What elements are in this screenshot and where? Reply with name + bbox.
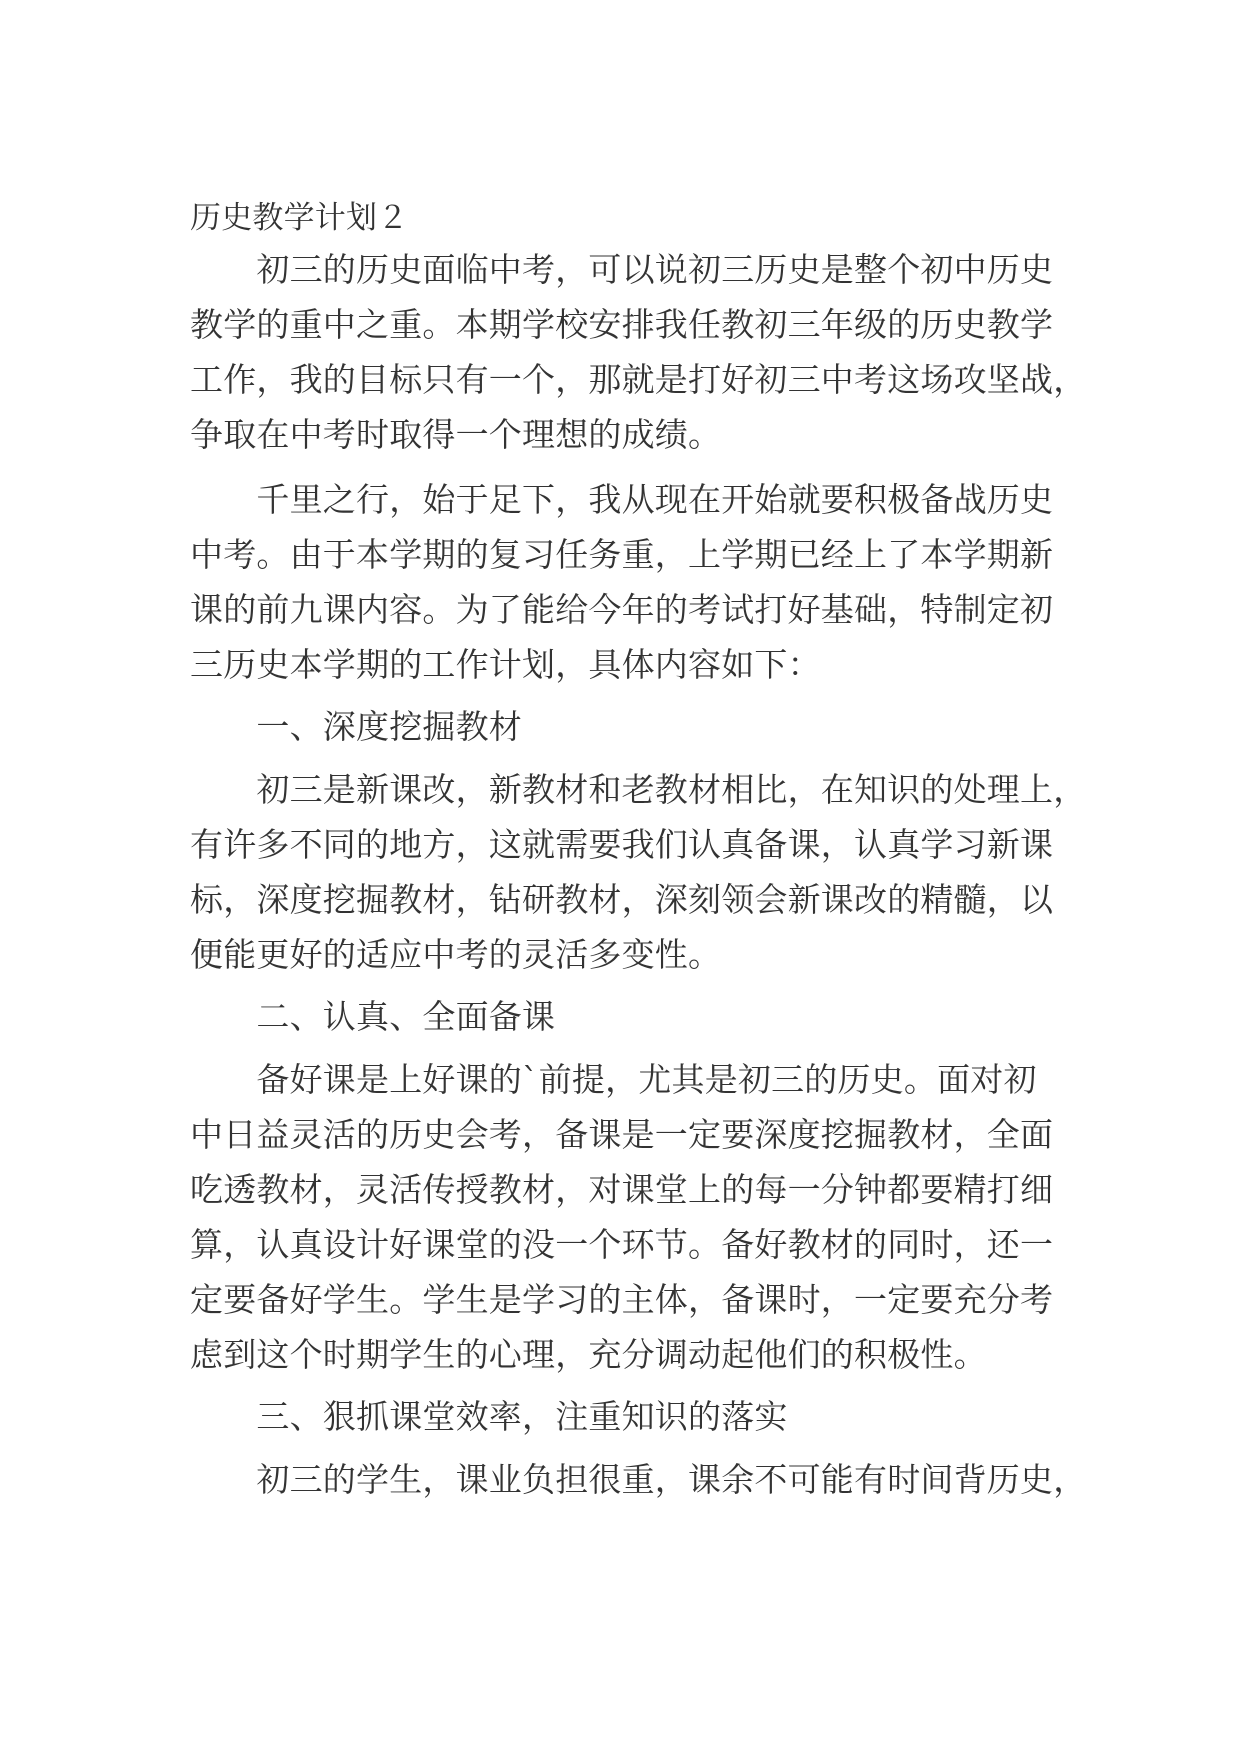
paragraph-line: 工作，我的目标只有一个，那就是打好初三中考这场攻坚战， [190,360,1087,399]
paragraph-line: 三历史本学期的工作计划，具体内容如下： [190,645,821,684]
paragraph-line: 中日益灵活的历史会考，备课是一定要深度挖掘教材，全面 [190,1115,1054,1154]
paragraph-line: 初三的历史面临中考，可以说初三历史是整个初中历史 [190,250,1054,289]
paragraph-line: 算，认真设计好课堂的没一个环节。备好教材的同时，还一 [190,1225,1054,1264]
paragraph-line: 争取在中考时取得一个理想的成绩。 [190,415,722,454]
paragraph-line: 千里之行，始于足下，我从现在开始就要积极备战历史 [190,480,1054,519]
section-heading: 一、深度挖掘教材 [190,707,522,746]
section-heading: 二、认真、全面备课 [190,997,556,1036]
paragraph-line: 教学的重中之重。本期学校安排我任教初三年级的历史教学 [190,305,1054,344]
section-heading: 三、狠抓课堂效率，注重知识的落实 [190,1397,788,1436]
document-title: 历史教学计划２ [190,200,409,236]
paragraph-line: 有许多不同的地方，这就需要我们认真备课，认真学习新课 [190,825,1054,864]
paragraph-line: 初三是新课改，新教材和老教材相比，在知识的处理上， [190,770,1087,809]
paragraph-line: 中考。由于本学期的复习任务重，上学期已经上了本学期新 [190,535,1054,574]
paragraph-line: 虑到这个时期学生的心理，充分调动起他们的积极性。 [190,1335,987,1374]
paragraph-line: 便能更好的适应中考的灵活多变性。 [190,935,722,974]
paragraph-line: 标，深度挖掘教材，钻研教材，深刻领会新课改的精髓，以 [190,880,1054,919]
paragraph-line: 初三的学生，课业负担很重，课余不可能有时间背历史， [190,1460,1087,1499]
paragraph-line: 课的前九课内容。为了能给今年的考试打好基础，特制定初 [190,590,1054,629]
paragraph-line: 吃透教材，灵活传授教材，对课堂上的每一分钟都要精打细 [190,1170,1054,1209]
paragraph-line: 定要备好学生。学生是学习的主体，备课时，一定要充分考 [190,1280,1054,1319]
paragraph-line: 备好课是上好课的`前提，尤其是初三的历史。面对初 [190,1060,1037,1099]
